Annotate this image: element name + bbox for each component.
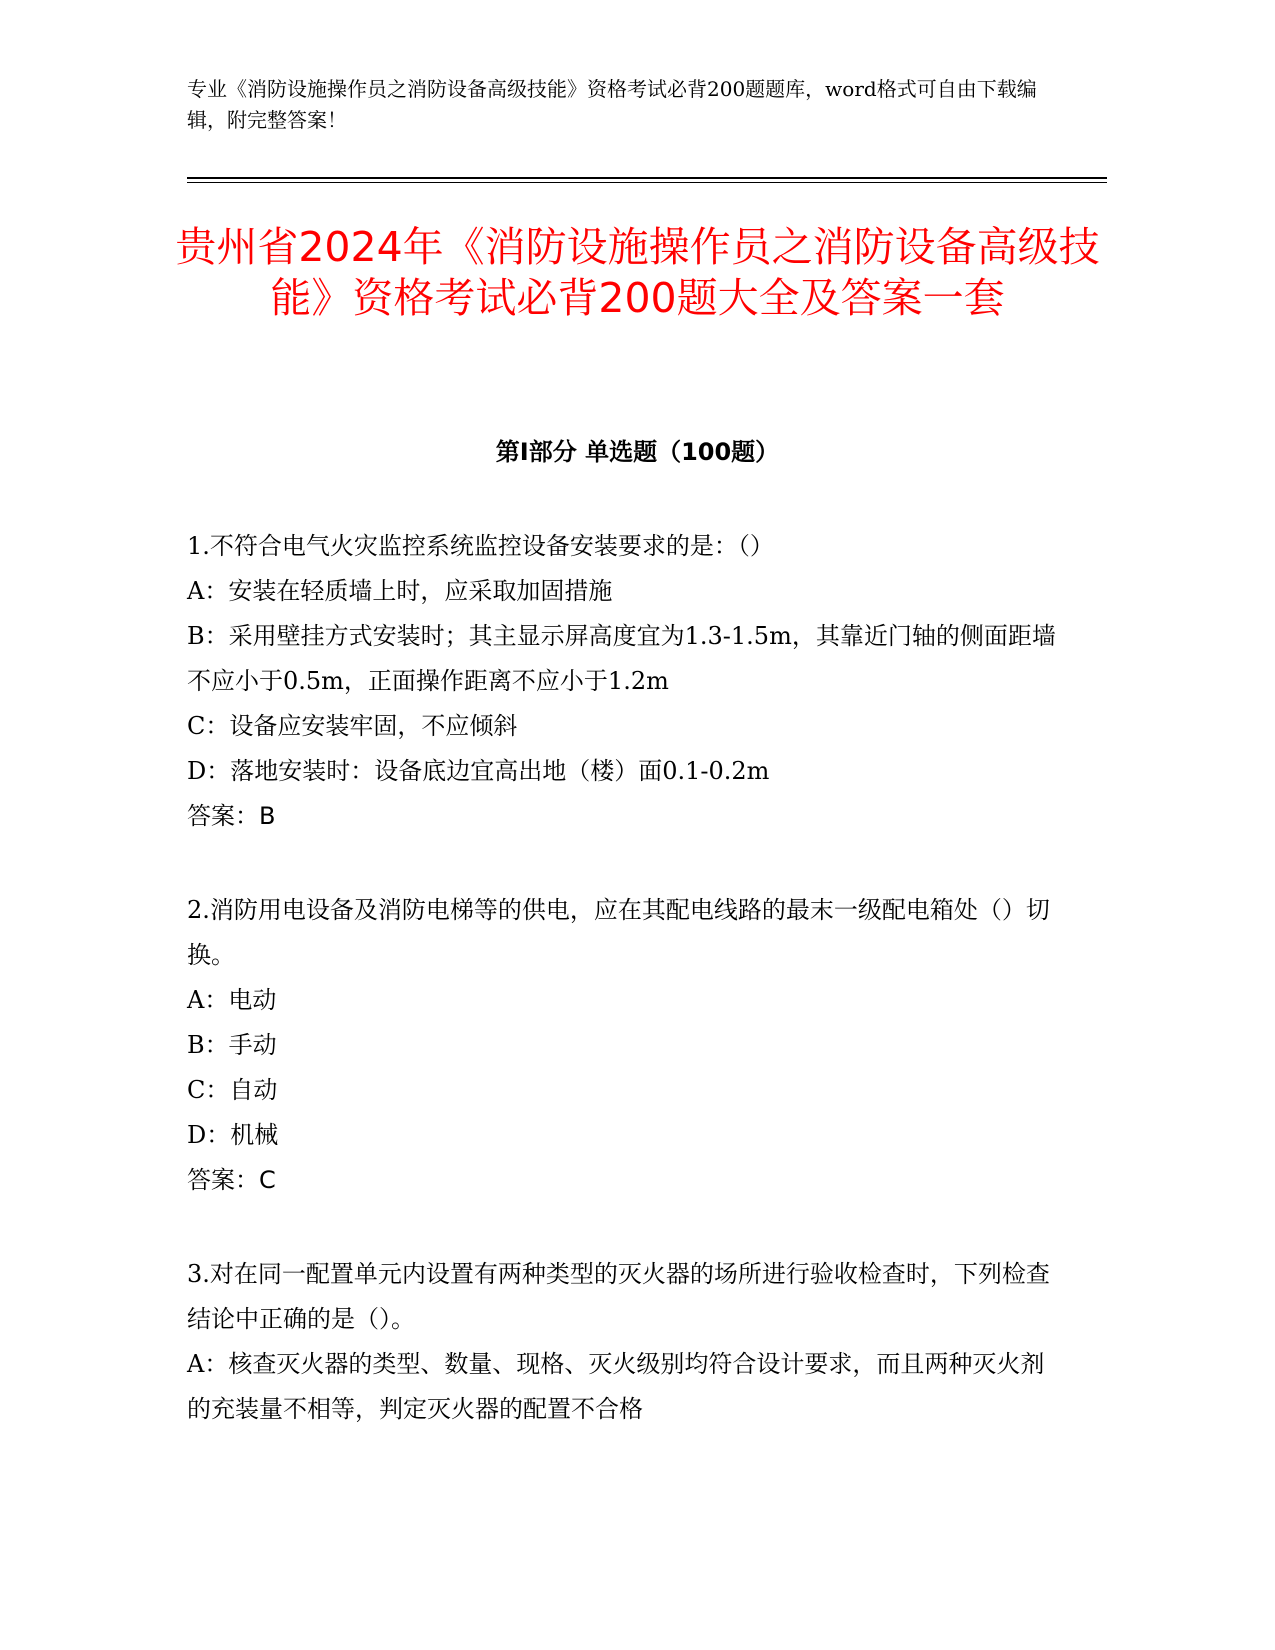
header-divider-thin xyxy=(187,182,1107,183)
question-stem: 3.对在同一配置单元内设置有两种类型的灭火器的场所进行验收检查时，下列检查结论中正确的是（）。 xyxy=(187,1260,1050,1333)
section-title: 第Ⅰ部分 单选题（100题） xyxy=(495,438,780,466)
header-note: 专业《消防设施操作员之消防设备高级技能》资格考试必背200题题库，word格式可自由下载编辑，附完整答案！ xyxy=(187,77,1037,132)
option-b: B：手动 xyxy=(187,1031,277,1059)
question-2 xyxy=(187,888,1067,1203)
option-a: A：安装在轻质墙上时，应采取加固措施 xyxy=(187,577,613,605)
question-stem: 2.消防用电设备及消防电梯等的供电，应在其配电线路的最末一级配电箱处（）切换。 xyxy=(187,896,1050,969)
answer: 答案：B xyxy=(187,802,276,830)
option-d: D：机械 xyxy=(187,1121,279,1149)
option-b: B：采用壁挂方式安装时；其主显示屏高度宜为1.3-1.5m，其靠近门轴的侧面距墙不应小于0.5m，正面操作距离不应小于1.2m xyxy=(187,622,1056,695)
option-a: A：核查灭火器的类型、数量、现格、灭火级别均符合设计要求，而且两种灭火剂的充装量不相等，判定灭火器的配置不合格 xyxy=(187,1350,1045,1423)
question-3 xyxy=(187,1252,1067,1432)
option-a: A：电动 xyxy=(187,986,277,1014)
document-title: 贵州省2024年《消防设施操作员之消防设备高级技能》资格考试必背200题大全及答案一套 xyxy=(175,223,1100,322)
question-1 xyxy=(187,524,1067,839)
question-stem: 1.不符合电气火灾监控系统监控设备安装要求的是：（） xyxy=(187,532,774,560)
header-divider xyxy=(187,177,1107,179)
option-c: C：设备应安装牢固，不应倾斜 xyxy=(187,712,518,740)
option-d: D：落地安装时：设备底边宜高出地（楼）面0.1-0.2m xyxy=(187,757,770,785)
answer: 答案：C xyxy=(187,1166,276,1194)
option-c: C：自动 xyxy=(187,1076,278,1104)
